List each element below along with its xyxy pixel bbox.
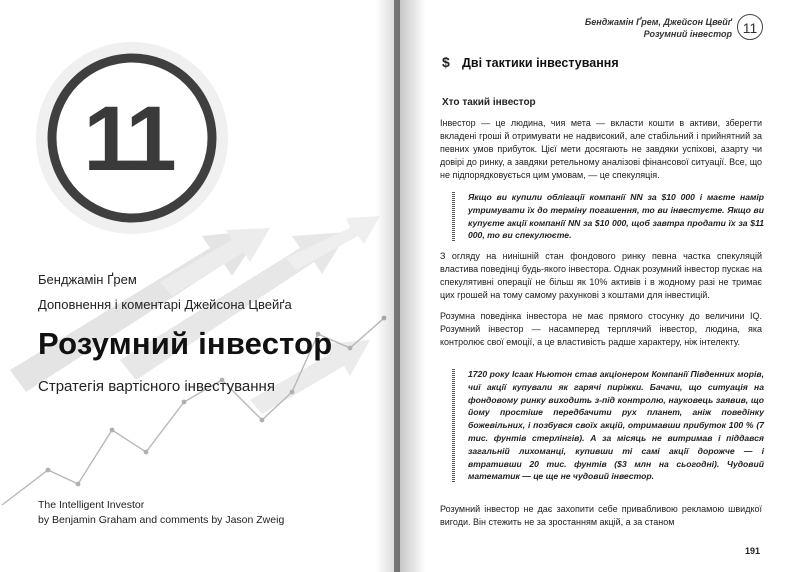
dollar-icon: $	[442, 54, 450, 70]
quote-text: 1720 року Ісаак Ньютон став акціонером Компанії Південних морів, чиї акції купували як гарячі пиріжки. Бачачи, що ситуація на фондовому ринку виходить з-під контролю, науковець заявив, що йому простіше передбачити рух планет, аніж поведінку божевільних, і позбувся своїх акцій, отримавши прибуток 100 % (7 тис. фунтів стерлінгів). А за місяць не витримав і піддався загальній лихоманці, купивши ті самі акції дорожче — і втративши 20 тис. фунтів ($3 млн на сьогодні). Чудовий математик — це ще не чудовий інвестор.	[468, 369, 764, 482]
left-page	[0, 0, 394, 572]
subheading: Хто такий інвестор	[442, 97, 536, 108]
english-credit	[38, 498, 284, 528]
paragraph: Інвестор — це людина, чия мета — вкласти кошти в активи, зберегти вкладені гроші й отримувати не надвисокий, але стабільний і прийнятний за певних умов прибуток. Цієї мети досягають не завдяки успіхові, азарту чи довірі до ринку, а завдяки ретельному аналізові фінансової ситуації. Все, що не підпорядковується цим умовам, — це спекуляція.	[440, 118, 762, 180]
trend-point	[290, 390, 295, 395]
quote-bar	[452, 369, 455, 482]
trend-point	[382, 316, 387, 321]
quote-bar	[452, 192, 455, 241]
running-head-title: Розумний інвестор	[643, 29, 732, 39]
book-subtitle: Стратегія вартісного інвестування	[38, 378, 275, 395]
running-head	[585, 16, 732, 40]
trend-point	[110, 428, 115, 433]
trend-point	[46, 468, 51, 473]
book-title: Розумний інвестор	[38, 326, 333, 361]
section-title: Дві тактики інвестування	[462, 56, 619, 70]
quote-text: Якщо ви купили облігації компанії NN за $10 000 і маєте намір утримувати їх до терміну погашення, то ви інвестуєте. Якщо ви купуєте акції компанії NN за $10 000, щоб завтра продати їх за $11 000, то ви спекулюєте.	[468, 192, 764, 241]
quote-box	[452, 191, 764, 242]
author-name: Бенджамін Ґрем	[38, 272, 137, 287]
trend-point	[348, 346, 353, 351]
page-number: 191	[744, 546, 760, 556]
english-byline: by Benjamin Graham and comments by Jason Zweig	[38, 514, 285, 526]
paragraph: Розумний інвестор не дає захопити себе привабливою рекламою швидкої вигоди. Він стежить не за зростанням акцій, а за станом	[440, 504, 762, 527]
paragraph: Розумна поведінка інвестора не має прямого стосунку до величини IQ. Розумний інвестор — насамперед терплячий інвестор, людина, яка контролює свої емоції, а це властивість радше характеру, ніж інтелекту.	[440, 311, 762, 347]
trend-point	[260, 418, 265, 423]
quote-box	[452, 368, 764, 483]
trend-point	[76, 482, 81, 487]
running-head-authors: Бенджамін Ґрем, Джейсон Цвейґ	[584, 17, 732, 27]
paragraph: З огляду на нинішній стан фондового ринку певна частка спекуляцій властива поведінці будь-якого інвестора. Однак розумний інвестор пускає на спекулятивні операції не більш як 10% активів і в жодному разі не тримає цих грошей на тому самому рахункові з коштами для інвестицій.	[440, 251, 762, 300]
trend-point	[144, 450, 149, 455]
trend-point	[182, 400, 187, 405]
english-title: The Intelligent Investor	[38, 499, 145, 511]
chapter-number: 11	[83, 88, 173, 190]
commentary-credit: Доповнення і коментарі Джейсона Цвейґа	[38, 297, 292, 312]
chapter-badge: 11	[737, 14, 763, 40]
